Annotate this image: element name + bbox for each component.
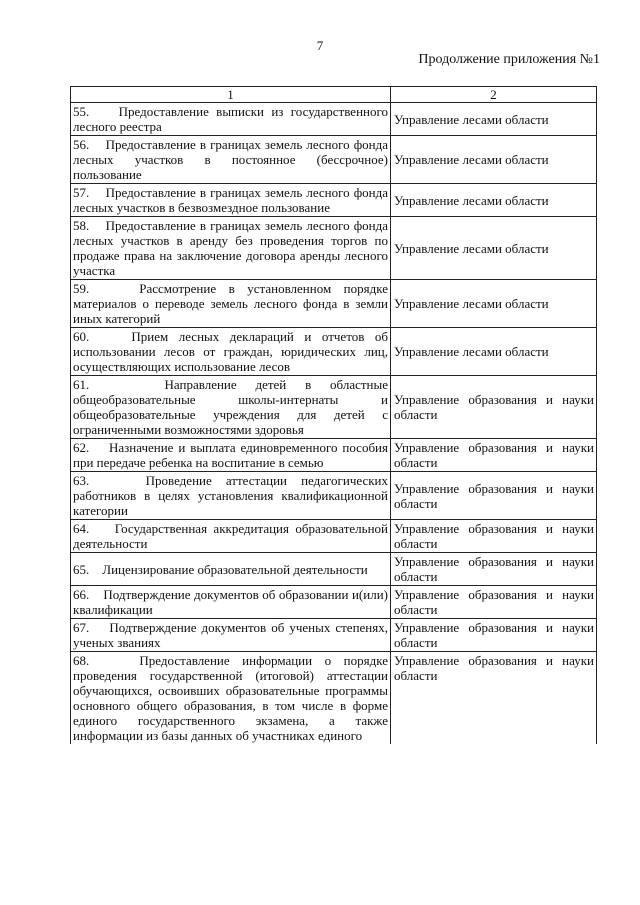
table-row (71, 439, 597, 472)
table-row (71, 586, 597, 619)
service-cell: 57. Предоставление в границах земель лесного фонда лесных участков в безвозмездное пользование (71, 184, 391, 217)
service-cell: 65. Лицензирование образовательной деятельности (71, 553, 391, 586)
table-row (71, 136, 597, 184)
column-header-2: 2 (391, 87, 597, 103)
service-cell: 55. Предоставление выписки из государственного лесного реестра (71, 103, 391, 136)
table-row (71, 328, 597, 376)
page-number: 7 (316, 38, 324, 53)
continuation-label: Продолжение приложения №1 (418, 52, 600, 67)
department-cell: Управление лесами области (391, 136, 597, 184)
table-row (71, 376, 597, 439)
department-cell: Управление образования и науки области (391, 619, 597, 652)
department-cell: Управление лесами области (391, 103, 597, 136)
table-header-row (71, 87, 597, 103)
table-row (71, 103, 597, 136)
column-header-1: 1 (71, 87, 391, 103)
department-cell: Управление лесами области (391, 280, 597, 328)
department-cell: Управление образования и науки области (391, 652, 597, 745)
department-cell: Управление образования и науки области (391, 472, 597, 520)
department-cell: Управление образования и науки области (391, 439, 597, 472)
service-cell: 59. Рассмотрение в установленном порядке материалов о переводе земель лесного фонда в земли иных категорий (71, 280, 391, 328)
table-row (71, 217, 597, 280)
table-row (71, 280, 597, 328)
service-cell: 61. Направление детей в областные общеобразовательные школы-интернаты и общеобразовательные учреждения для детей с ограниченными возможностями здоровья (71, 376, 391, 439)
service-cell: 60. Прием лесных деклараций и отчетов об использовании лесов от граждан, юридических лиц, осуществляющих использование лесов (71, 328, 391, 376)
service-cell: 64. Государственная аккредитация образовательной деятельности (71, 520, 391, 553)
department-cell: Управление образования и науки области (391, 520, 597, 553)
table-row (71, 472, 597, 520)
service-cell: 67. Подтверждение документов об ученых степенях, ученых званиях (71, 619, 391, 652)
department-cell: Управление образования и науки области (391, 553, 597, 586)
table-row (71, 619, 597, 652)
service-cell: 56. Предоставление в границах земель лесного фонда лесных участков в постоянное (бессрочное) пользование (71, 136, 391, 184)
services-table (70, 86, 597, 744)
department-cell: Управление лесами области (391, 328, 597, 376)
department-cell: Управление лесами области (391, 184, 597, 217)
table-row (71, 184, 597, 217)
service-cell: 63. Проведение аттестации педагогических работников в целях установления квалификационной категории (71, 472, 391, 520)
table-row (71, 553, 597, 586)
department-cell: Управление образования и науки области (391, 586, 597, 619)
service-cell: 66. Подтверждение документов об образовании и(или) квалификации (71, 586, 391, 619)
department-cell: Управление лесами области (391, 217, 597, 280)
service-cell: 62. Назначение и выплата единовременного пособия при передаче ребенка на воспитание в семью (71, 439, 391, 472)
service-cell: 68. Предоставление информации о порядке проведения государственной (итоговой) аттестации обучающихся, освоивших образовательные программы основного общего образования, в том числе в форме единого государственного экзамена, а также информации из базы данных об участниках единого (71, 652, 391, 745)
table-row (71, 520, 597, 553)
service-cell: 58. Предоставление в границах земель лесного фонда лесных участков в аренду без проведения торгов по продаже права на заключение договора аренды лесного участка (71, 217, 391, 280)
table-row (71, 652, 597, 745)
department-cell: Управление образования и науки области (391, 376, 597, 439)
